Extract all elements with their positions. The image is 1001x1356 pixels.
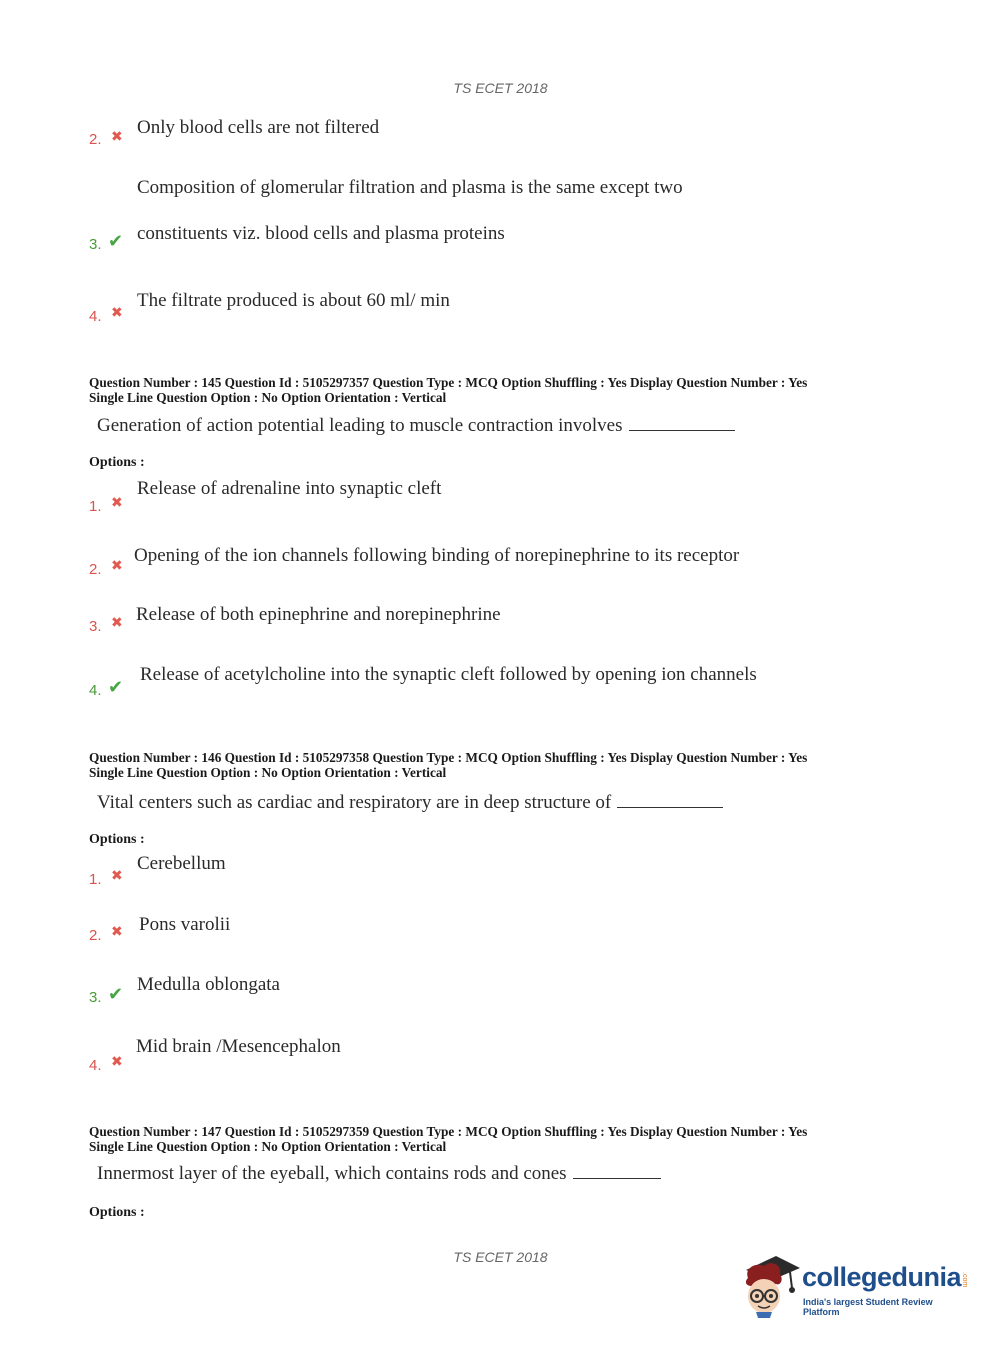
correct-mark-icon: ✔ — [108, 984, 124, 1005]
question-meta — [89, 375, 807, 405]
options-label: Options : — [89, 1205, 145, 1220]
option-number: 3. — [89, 989, 102, 1006]
option-number: 1. — [89, 498, 102, 515]
correct-mark-icon: ✔ — [108, 231, 124, 252]
question-meta-line: Single Line Question Option : No Option Orientation : Vertical — [89, 765, 447, 780]
question-meta — [89, 750, 807, 780]
option-text: Release of acetylcholine into the synaptic cleft followed by opening ion channels — [140, 664, 757, 685]
option-number: 4. — [89, 308, 102, 325]
wrong-mark-icon: ✖ — [111, 305, 123, 321]
option-number: 2. — [89, 131, 102, 148]
wrong-mark-icon: ✖ — [111, 924, 123, 940]
option-text: Release of adrenaline into synaptic cleft — [137, 478, 442, 499]
option-number: 4. — [89, 682, 102, 699]
wrong-mark-icon: ✖ — [111, 868, 123, 884]
question-meta — [89, 1124, 807, 1154]
question-text-content: Generation of action potential leading to muscle contraction involves — [97, 415, 623, 436]
question-meta-line: Question Number : 145 Question Id : 5105297357 Question Type : MCQ Option Shuffling : Yes Display Question Number : Yes — [89, 375, 808, 390]
question-text — [97, 792, 723, 814]
wrong-mark-icon: ✖ — [111, 129, 123, 145]
option-text: Composition of glomerular filtration and plasma is the same except two — [137, 177, 683, 198]
option-text: Cerebellum — [137, 853, 226, 874]
option-number: 3. — [89, 236, 102, 253]
question-meta-line: Single Line Question Option : No Option Orientation : Vertical — [89, 390, 447, 405]
question-meta-line: Single Line Question Option : No Option Orientation : Vertical — [89, 1139, 447, 1154]
option-text: The filtrate produced is about 60 ml/ min — [137, 290, 450, 311]
logo-wordmark: collegedunia — [802, 1262, 962, 1292]
logo-tagline: India's largest Student Review Platform — [803, 1297, 933, 1317]
option-text: Release of both epinephrine and norepinephrine — [136, 604, 501, 625]
wrong-mark-icon: ✖ — [111, 558, 123, 574]
page-header: TS ECET 2018 — [453, 80, 548, 96]
logo-domain-suffix: .com — [961, 1272, 968, 1288]
option-text: Medulla oblongata — [137, 974, 280, 995]
question-meta-line: Question Number : 146 Question Id : 5105297358 Question Type : MCQ Option Shuffling : Yes Display Question Number : Yes — [89, 750, 808, 765]
mascot-icon — [740, 1250, 802, 1318]
option-number: 2. — [89, 927, 102, 944]
question-text-content: Innermost layer of the eyeball, which contains rods and cones — [97, 1163, 567, 1184]
question-meta-line: Question Number : 147 Question Id : 5105297359 Question Type : MCQ Option Shuffling : Yes Display Question Number : Yes — [89, 1124, 808, 1139]
answer-blank — [629, 416, 735, 431]
option-text: Only blood cells are not filtered — [137, 117, 380, 138]
wrong-mark-icon: ✖ — [111, 615, 123, 631]
answer-blank — [573, 1164, 661, 1179]
option-number: 3. — [89, 618, 102, 635]
collegedunia-logo[interactable] — [740, 1250, 970, 1320]
option-text: Pons varolii — [139, 914, 231, 935]
option-number: 4. — [89, 1057, 102, 1074]
wrong-mark-icon: ✖ — [111, 1054, 123, 1070]
question-text — [97, 1163, 661, 1185]
wrong-mark-icon: ✖ — [111, 495, 123, 511]
option-number: 1. — [89, 871, 102, 888]
question-text-content: Vital centers such as cardiac and respiratory are in deep structure of — [97, 792, 612, 813]
answer-blank — [617, 793, 723, 808]
options-label: Options : — [89, 455, 145, 470]
options-label: Options : — [89, 832, 145, 847]
option-text: constituents viz. blood cells and plasma proteins — [137, 223, 505, 244]
option-text: Opening of the ion channels following binding of norepinephrine to its receptor — [134, 545, 740, 566]
question-text — [97, 415, 735, 437]
option-number: 2. — [89, 561, 102, 578]
correct-mark-icon: ✔ — [108, 677, 124, 698]
page-footer: TS ECET 2018 — [453, 1249, 548, 1265]
option-text: Mid brain /Mesencephalon — [136, 1036, 341, 1057]
